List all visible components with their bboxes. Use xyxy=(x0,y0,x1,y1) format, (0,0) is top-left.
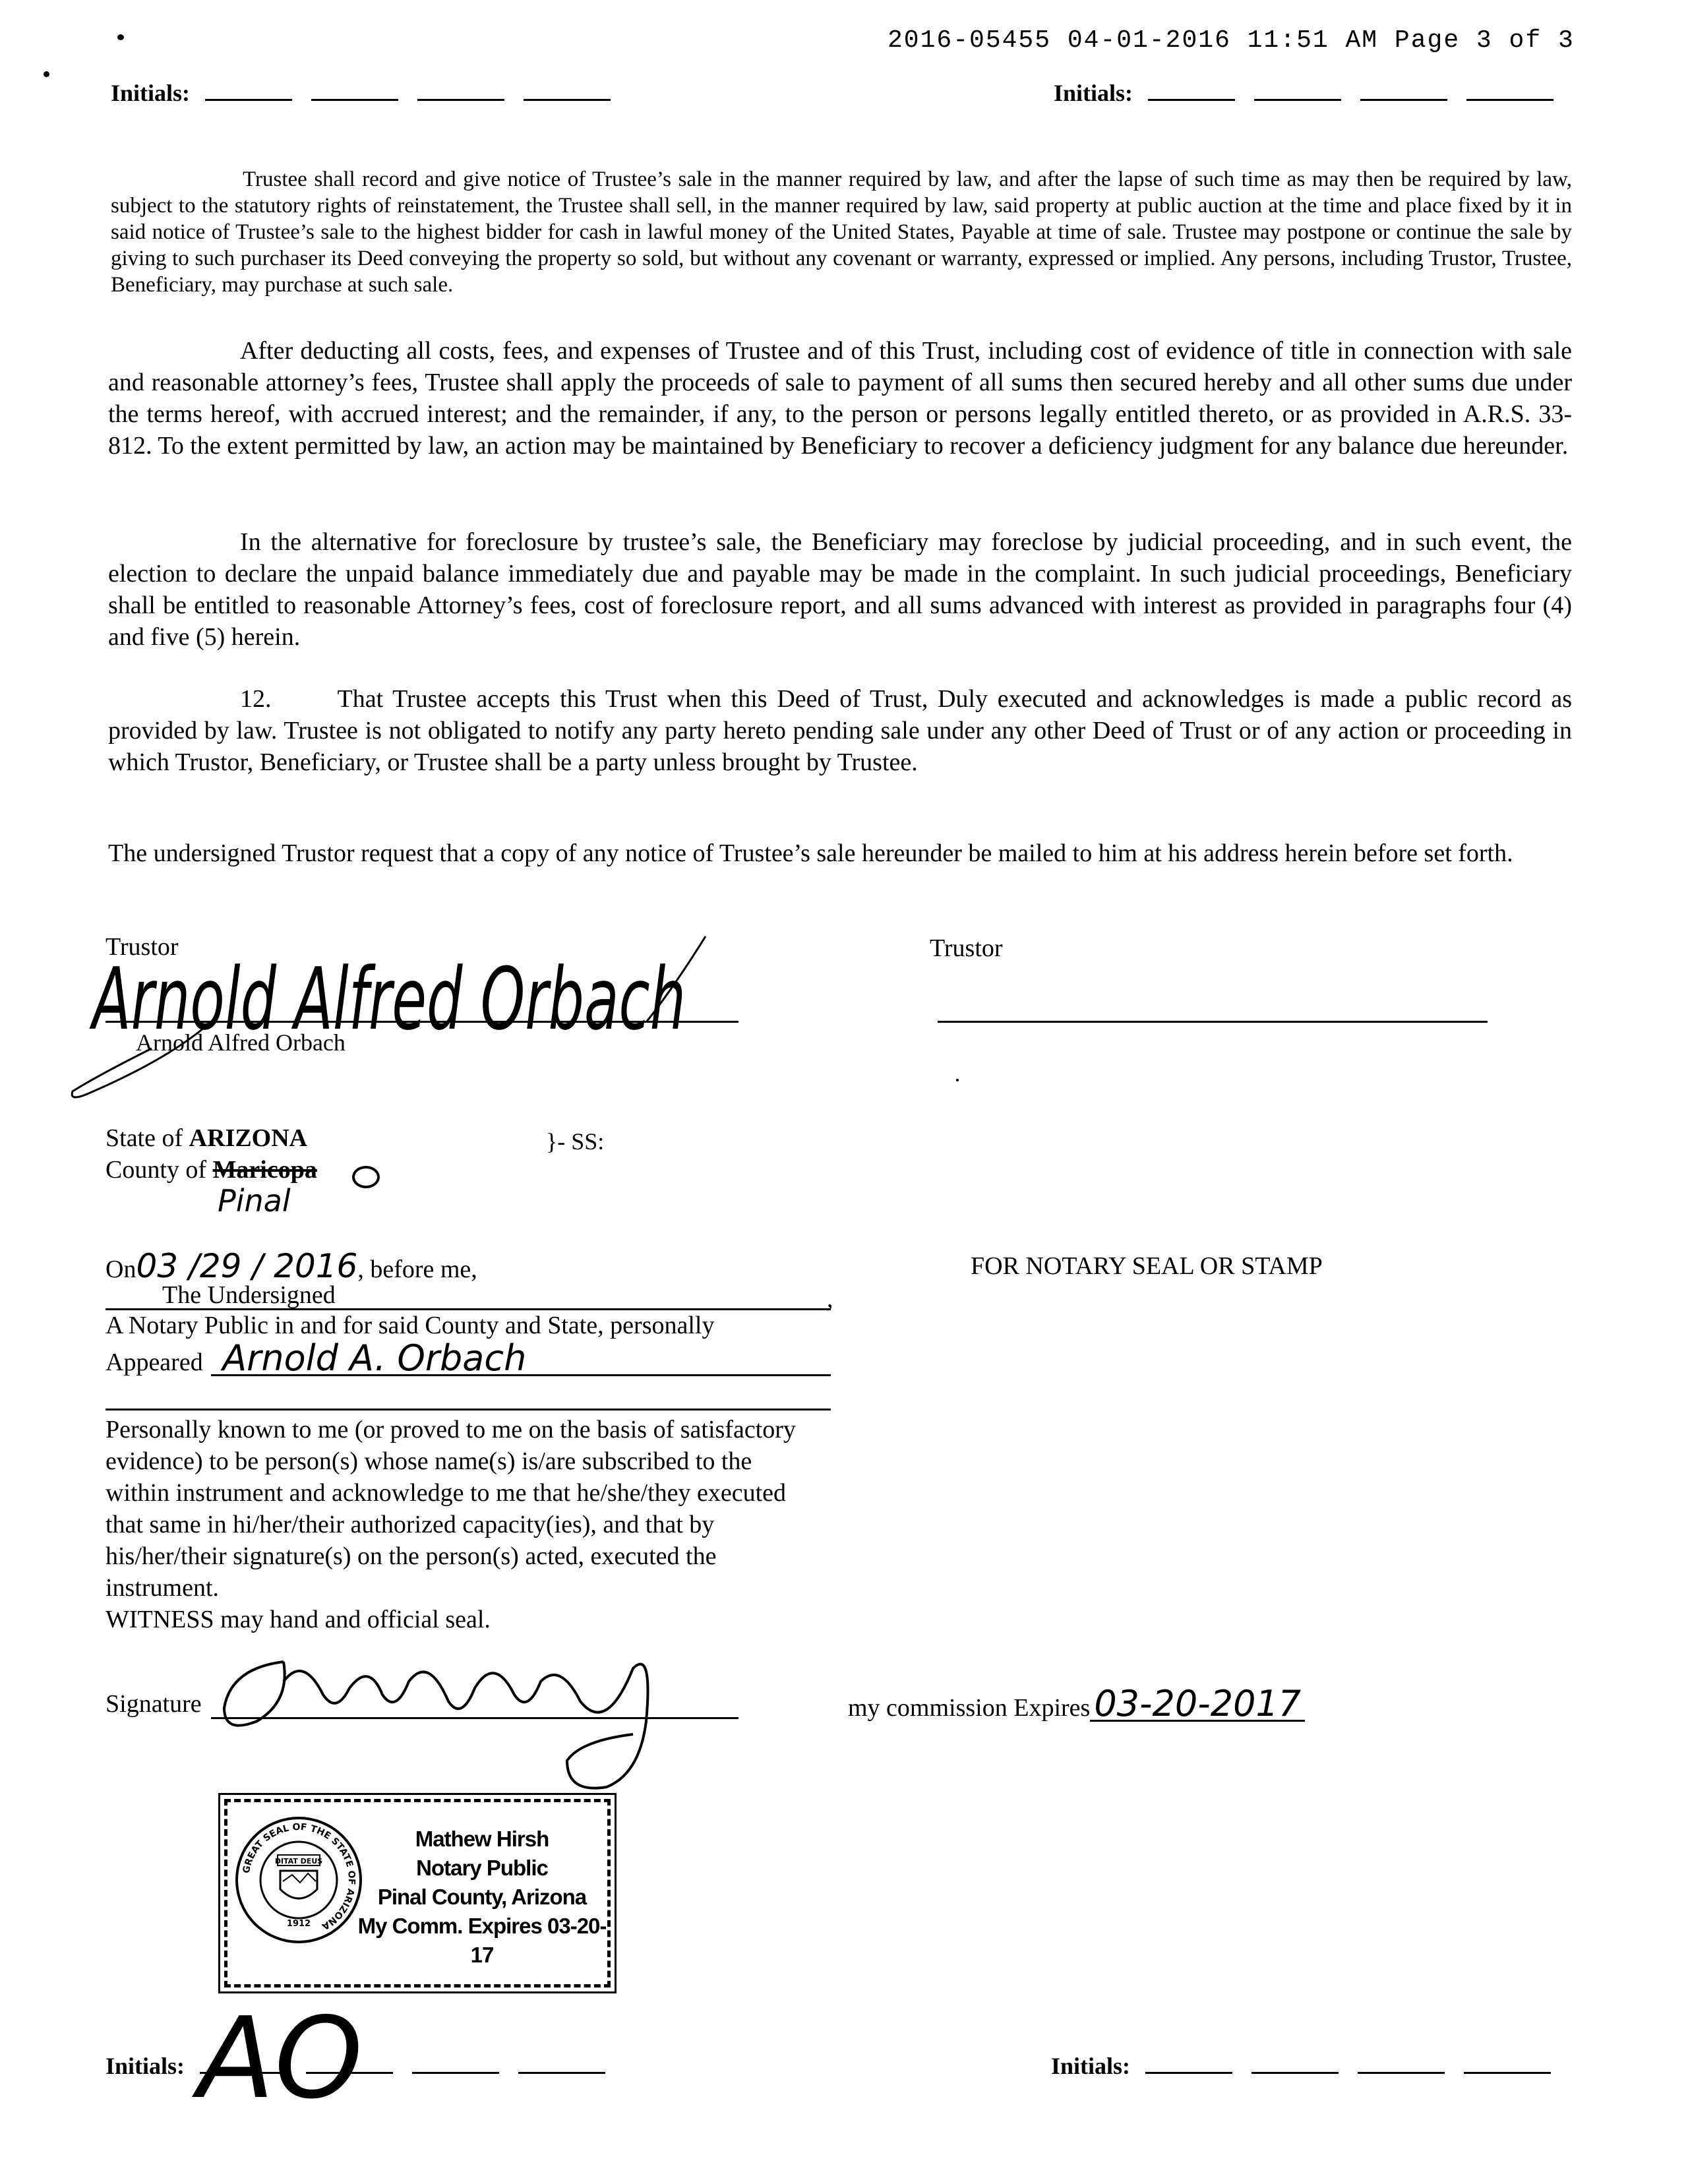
initials-blank xyxy=(1466,80,1553,101)
witness-line: WITNESS may hand and official seal. xyxy=(106,1606,491,1633)
initials-blank xyxy=(311,80,398,101)
trustor-signature xyxy=(59,910,752,1108)
initials-label: Initials: xyxy=(106,2053,185,2079)
scan-speck-2 xyxy=(44,71,49,77)
stamp-county: Pinal County, Arizona xyxy=(377,1885,587,1909)
initials-blank xyxy=(518,2053,605,2074)
paragraph-12 xyxy=(108,683,1572,778)
county-struck: Maricopa xyxy=(212,1156,317,1184)
signature-label: Signature xyxy=(106,1690,202,1718)
svg-text:GREAT SEAL OF THE STATE OF ARI xyxy=(241,1822,357,1932)
appeared-line xyxy=(106,1337,527,1379)
seal-ring-text: GREAT SEAL OF THE STATE OF ARIZONA xyxy=(241,1821,357,1932)
initials-blank xyxy=(524,80,611,101)
initials-blank xyxy=(417,80,504,101)
appeared-label: Appeared xyxy=(106,1349,203,1376)
before-me: , before me, xyxy=(357,1256,477,1283)
state-line xyxy=(106,1122,307,1154)
initials-label: Initials: xyxy=(1054,80,1133,106)
trustor-initials-handwritten xyxy=(185,1985,382,2137)
stamp-text-block xyxy=(357,1825,607,1970)
notary-acknowledgment: Personally known to me (or proved to me on the basis of satisfactory evidence) to be person(s) whose name(s) is/are subscribed to the within instrument and acknowledge to me that he/she/they executed that same in hi/her/their authorized capacity(ies), and that by his/her/their signature(s) on the person(s) acted, executed the instrument. xyxy=(106,1416,796,1602)
initials-label: Initials: xyxy=(1051,2053,1131,2079)
undersigned-comma: , xyxy=(827,1285,833,1313)
seal-motto: DITAT DEUS xyxy=(274,1857,323,1866)
undersigned: The Undersigned xyxy=(162,1281,336,1309)
initials-blank xyxy=(1251,2053,1339,2074)
county-handwritten: Pinal xyxy=(218,1183,291,1219)
initials-blank xyxy=(205,80,292,101)
notary-signature xyxy=(211,1642,738,1800)
trustor-signature-text: Arnold Alfred Orbach xyxy=(89,949,686,1049)
stamp-notary-name: Mathew Hirsh xyxy=(415,1827,549,1851)
scan-speck-1 xyxy=(117,34,124,40)
initials-blank xyxy=(1148,80,1235,101)
stamp-title: Notary Public xyxy=(416,1856,548,1880)
stamp-expires: My Comm. Expires 03-20-17 xyxy=(357,1914,607,1967)
seal-year: 1912 xyxy=(286,1919,311,1929)
ss-marker: }- SS: xyxy=(546,1128,605,1155)
trustor-label-left: Trustor xyxy=(106,933,179,961)
state-name: ARIZONA xyxy=(189,1124,308,1152)
seal-caption: FOR NOTARY SEAL OR STAMP xyxy=(971,1252,1323,1280)
initials-bottom-right xyxy=(1051,2051,1551,2081)
trustor-signature-line-left xyxy=(106,1021,738,1023)
notary-date: 03 /29 / 2016 xyxy=(136,1247,358,1285)
initials-blank xyxy=(1464,2053,1551,2074)
notary-public-line: A Notary Public in and for said County and State, personally xyxy=(106,1312,715,1339)
initials-handwritten-text: AO xyxy=(198,1993,363,2124)
notary-stamp xyxy=(224,1799,611,1987)
notary-signature-line xyxy=(211,1717,738,1719)
initials-blank xyxy=(1145,2053,1232,2074)
on-label: On xyxy=(106,1256,136,1283)
paragraph-number: 12. xyxy=(240,685,272,713)
paragraph-proceeds: After deducting all costs, fees, and expenses of Trustee and of this Trust, including cost of evidence of title in connection with sale and reasonable attorney’s fees, Trustee shall apply the proceeds of sale to payment of all sums then secured hereby and all other sums due under the terms hereof, with accrued interest; and the remainder, if any, to the person or persons legally entitled thereto, or as provided in A.R.S. 33-812. To the extent permitted by law, an action may be maintained by Beneficiary to recover a deficiency judgment for any balance due hereunder. xyxy=(108,337,1572,460)
state-prefix: State of xyxy=(106,1124,189,1152)
initials-blank xyxy=(1360,80,1447,101)
initials-top-left xyxy=(111,78,611,108)
arizona-seal-icon xyxy=(234,1815,363,1945)
appeared-blank-line xyxy=(106,1409,831,1410)
trustor-label-right: Trustor xyxy=(930,934,1003,962)
scan-speck-3 xyxy=(956,1079,959,1081)
paragraph-judicial-foreclosure: In the alternative for foreclosure by trustee’s sale, the Beneficiary may foreclose by judicial proceeding, and in such event, the election to declare the unpaid balance immediately due and payable may be made in the complaint. In such judicial proceedings, Beneficiary shall be entitled to reasonable Attorney’s fees, cost of foreclosure report, and all sums advanced with interest as provided in paragraphs four (4) and five (5) herein. xyxy=(108,528,1572,651)
initials-top-right xyxy=(1054,78,1553,108)
county-prefix: County of xyxy=(106,1156,213,1184)
paragraph-trustee-sale: Trustee shall record and give notice of Trustee’s sale in the manner required by law, and after the lapse of such time as may then be required by law, subject to the statutory rights of reinstatement, the Trustee shall sell, in the manner required by law, said property at public auction at the time and place fixed by it in said notice of Trustee’s sale to the highest bidder for cash in lawful money of the United States, Payable at time of sale. Trustee may postpone or continue the sale by giving to such purchaser its Deed conveying the property so sold, but without any covenant or warranty, expressed or implied. Any persons, including Trustor, Trustee, Beneficiary, may purchase at such sale. xyxy=(111,167,1572,297)
initials-blank xyxy=(412,2053,499,2074)
trustor-signature-line-right xyxy=(938,1021,1488,1023)
initials-blank xyxy=(1254,80,1341,101)
trustor-name: Arnold Alfred Orbach xyxy=(136,1029,346,1056)
recording-info: 2016-05455 04-01-2016 11:51 AM Page 3 of 3 xyxy=(888,26,1575,55)
paragraph-text: That Trustee accepts this Trust when this Deed of Trust, Duly executed and acknowledges is made a public record as provided by law. Trustee is not obligated to notify any party hereto pending sale under any other Deed of Trust or of any action or proceeding in which Trustor, Beneficiary, or Trustee shall be a party unless brought by Trustee. xyxy=(108,685,1572,776)
initials-label: Initials: xyxy=(111,80,191,106)
appeared-name: Arnold A. Orbach xyxy=(222,1337,527,1379)
trustor-request: The undersigned Trustor request that a copy of any notice of Trustee’s sale hereunder be mailed to him at his address herein before set forth. xyxy=(108,839,1513,867)
county-initial-mark xyxy=(352,1166,380,1188)
county-line xyxy=(106,1154,317,1186)
commission-line xyxy=(848,1683,1305,1724)
commission-label: my commission Expires xyxy=(848,1694,1091,1722)
initials-blank xyxy=(1358,2053,1445,2074)
appeared-underline xyxy=(211,1374,831,1376)
commission-date: 03-20-2017 xyxy=(1090,1688,1305,1722)
